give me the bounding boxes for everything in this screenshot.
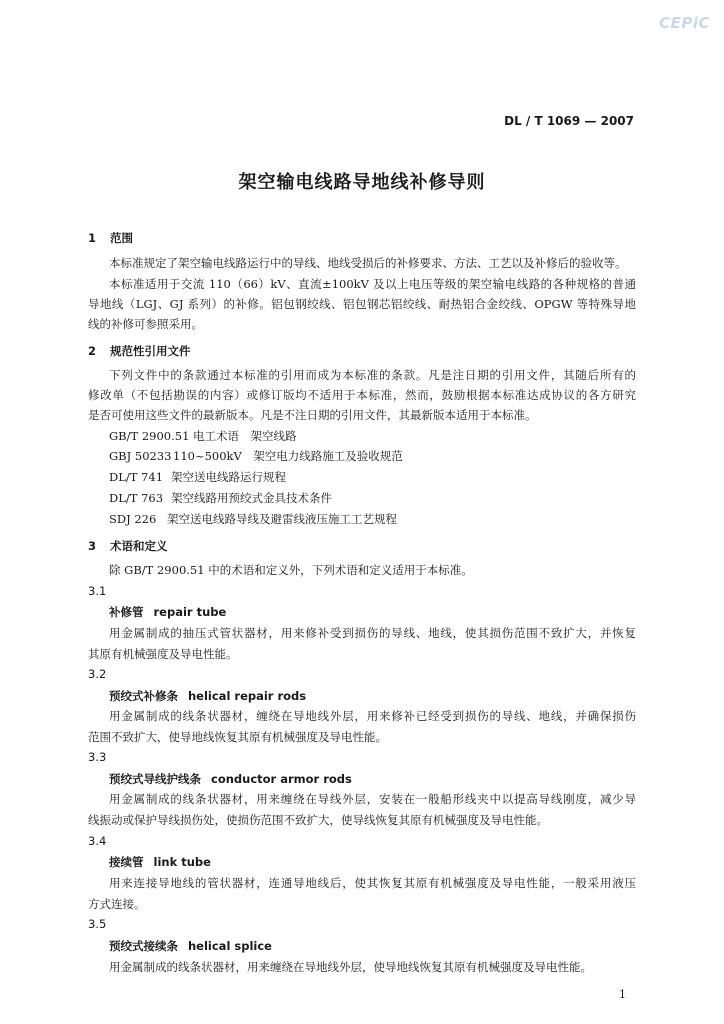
document-title: 架空输电线路导地线补修导则 xyxy=(238,172,486,193)
definition-line: 用来连接导地线的管状器材，连通导地线后，使其恢复其原有机械强度及导电性能，一般采用液压 xyxy=(109,876,636,890)
definition-line: 用金属制成的线条状器材，用来缠绕在导地线外层，使导地线恢复其原有机械强度及导电性能。 xyxy=(109,960,592,974)
reference-code: SDJ 226 xyxy=(109,512,157,526)
term-english: helical splice xyxy=(188,939,272,953)
section-heading-2 xyxy=(88,343,191,359)
section-heading-1 xyxy=(88,230,133,246)
publisher-watermark: CEPiC xyxy=(659,14,710,32)
section-number: 1 xyxy=(88,231,97,245)
term-heading xyxy=(109,771,352,787)
reference-item xyxy=(109,448,403,464)
term-chinese: 预绞式接续条 xyxy=(109,939,178,953)
paragraph-line: 除 GB/T 2900.51 中的术语和定义外，下列术语和定义适用于本标准。 xyxy=(109,563,473,577)
definition-line: 用金属制成的线条状器材，用来缠绕在导线外层，安装在一般船形线夹中以提高导线刚度，减少导 xyxy=(109,792,636,806)
definition-line: 范围不致扩大，使导地线恢复其原有机械强度及导电性能。 xyxy=(88,730,387,744)
paragraph-line: 线的补修可参照采用。 xyxy=(88,317,203,331)
definition-line: 其原有机械强度及导电性能。 xyxy=(88,647,238,661)
reference-code: GB/T 2900.51 xyxy=(109,429,190,443)
reference-name: 110~500kV 架空电力线路施工及验收规范 xyxy=(173,449,403,463)
paragraph-line: 导地线（LGJ、GJ 系列）的补修。铝包钢绞线、铝包钢芯铝绞线、耐热铝合金绞线、OPGW 等特殊导地 xyxy=(88,297,636,311)
term-english: link tube xyxy=(153,855,211,869)
paragraph-line: 是否可使用这些文件的最新版本。凡是不注日期的引用文件，其最新版本适用于本标准。 xyxy=(88,408,537,422)
reference-item xyxy=(109,428,297,444)
definition-line: 方式连接。 xyxy=(88,897,146,911)
term-number: 3.4 xyxy=(88,834,107,848)
paragraph-line: 修改单（不包括勘误的内容）或修订版均不适用于本标准，然而，鼓励根据本标准达成协议的各方研究 xyxy=(88,388,636,402)
reference-name: 架空线路用预绞式金具技术条件 xyxy=(171,491,332,505)
term-number: 3.3 xyxy=(88,750,107,764)
reference-name: 架空送电线路导线及避雷线液压施工工艺规程 xyxy=(167,512,397,526)
reference-item xyxy=(109,490,332,506)
term-number: 3.2 xyxy=(88,667,107,681)
standard-number: DL / T 1069 — 2007 xyxy=(504,114,634,128)
section-number: 3 xyxy=(88,539,97,553)
section-title: 范围 xyxy=(110,231,134,245)
section-number: 2 xyxy=(88,344,97,358)
section-title: 规范性引用文件 xyxy=(110,344,191,358)
reference-item xyxy=(109,469,286,485)
term-heading xyxy=(109,938,272,954)
term-english: repair tube xyxy=(153,605,227,619)
page-number: 1 xyxy=(619,988,626,1001)
section-title: 术语和定义 xyxy=(110,539,168,553)
reference-name: 电工术语 架空线路 xyxy=(193,429,297,443)
term-chinese: 接续管 xyxy=(109,855,144,869)
section-heading-3 xyxy=(88,538,168,554)
term-english: conductor armor rods xyxy=(211,772,352,786)
term-heading xyxy=(109,604,226,620)
paragraph-line: 本标准规定了架空输电线路运行中的导线、地线受损后的补修要求、方法、工艺以及补修后的验收等。 xyxy=(109,256,627,270)
term-number: 3.1 xyxy=(88,584,107,598)
term-chinese: 预绞式补修条 xyxy=(109,689,178,703)
definition-line: 线振动或保护导线损伤处，使损伤范围不致扩大，使导线恢复其原有机械强度及导电性能。 xyxy=(88,813,548,827)
term-chinese: 预绞式导线护线条 xyxy=(109,772,201,786)
reference-name: 架空送电线路运行规程 xyxy=(171,470,286,484)
paragraph-line: 下列文件中的条款通过本标准的引用而成为本标准的条款。凡是注日期的引用文件，其随后所有的 xyxy=(109,368,636,382)
definition-line: 用金属制成的抽压式管状器材，用来修补受到损伤的导线、地线，使其损伤范围不致扩大，并恢复 xyxy=(109,626,636,640)
term-heading xyxy=(109,688,306,704)
term-number: 3.5 xyxy=(88,917,107,931)
paragraph-line: 本标准适用于交流 110（66）kV、直流±100kV 及以上电压等级的架空输电线路的各种规格的普通 xyxy=(109,277,636,291)
reference-code: GBJ 50233 xyxy=(109,449,172,463)
reference-code: DL/T 763 xyxy=(109,491,164,505)
reference-code: DL/T 741 xyxy=(109,470,164,484)
term-chinese: 补修管 xyxy=(109,605,144,619)
term-english: helical repair rods xyxy=(188,689,307,703)
reference-item xyxy=(109,511,397,527)
term-heading xyxy=(109,854,211,870)
definition-line: 用金属制成的线条状器材，缠绕在导地线外层，用来修补已经受到损伤的导线、地线，并确保损伤 xyxy=(109,709,636,723)
